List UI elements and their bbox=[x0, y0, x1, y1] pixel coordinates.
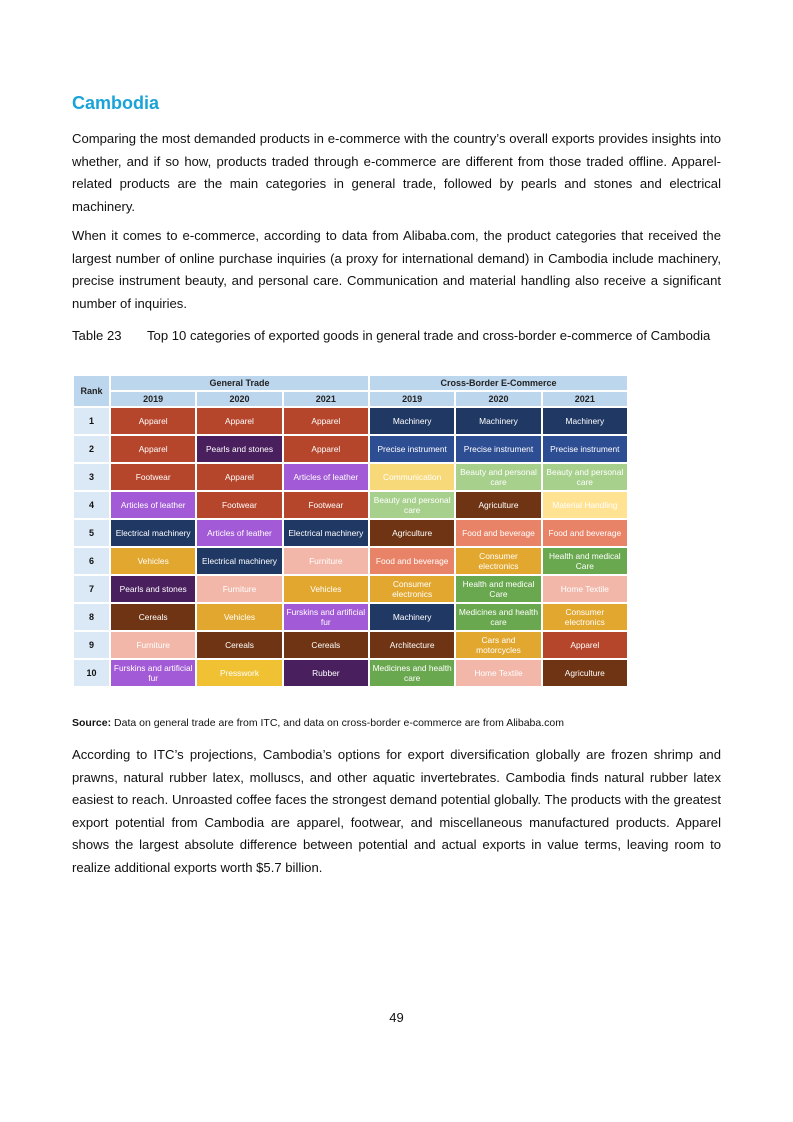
category-cell: Electrical machinery bbox=[284, 520, 368, 546]
paragraph-ecommerce: When it comes to e-commerce, according to data from Alibaba.com, the product categories that received the largest number of online purchase inquiries (a proxy for international demand) in Cambodia include machinery, precise instrument beauty, and personal care. Communication and material handling also receive a significant number of inquiries. bbox=[72, 228, 721, 311]
rank-cell: 8 bbox=[74, 604, 109, 630]
category-cell: Agriculture bbox=[456, 492, 540, 518]
category-cell: Consumer electronics bbox=[543, 604, 627, 630]
category-cell: Apparel bbox=[197, 408, 281, 434]
categories-grid bbox=[72, 374, 629, 688]
table-source bbox=[72, 717, 564, 729]
year-header: 2021 bbox=[284, 392, 368, 406]
category-cell: Apparel bbox=[197, 464, 281, 490]
category-cell: Agriculture bbox=[543, 660, 627, 686]
category-cell: Electrical machinery bbox=[197, 548, 281, 574]
rank-cell: 10 bbox=[74, 660, 109, 686]
category-cell: Health and medical Care bbox=[456, 576, 540, 602]
category-cell: Medicines and health care bbox=[370, 660, 454, 686]
category-cell: Precise instrument bbox=[370, 436, 454, 462]
table-row bbox=[74, 604, 627, 630]
page-number: 49 bbox=[389, 1010, 404, 1025]
group-header-row bbox=[74, 376, 627, 390]
table-row bbox=[74, 464, 627, 490]
category-cell: Machinery bbox=[370, 408, 454, 434]
year-header: 2020 bbox=[197, 392, 281, 406]
category-cell: Machinery bbox=[456, 408, 540, 434]
category-cell: Articles of leather bbox=[111, 492, 195, 518]
category-cell: Beauty and personal care bbox=[456, 464, 540, 490]
table-row bbox=[74, 408, 627, 434]
table-number: Table 23 bbox=[72, 328, 122, 343]
rank-cell: 2 bbox=[74, 436, 109, 462]
category-cell: Apparel bbox=[111, 436, 195, 462]
category-cell: Precise instrument bbox=[543, 436, 627, 462]
category-cell: Machinery bbox=[370, 604, 454, 630]
rank-cell: 3 bbox=[74, 464, 109, 490]
rank-cell: 7 bbox=[74, 576, 109, 602]
category-cell: Beauty and personal care bbox=[370, 492, 454, 518]
category-cell: Communication bbox=[370, 464, 454, 490]
category-cell: Footwear bbox=[111, 464, 195, 490]
rank-cell: 1 bbox=[74, 408, 109, 434]
category-cell: Cereals bbox=[284, 632, 368, 658]
category-cell: Electrical machinery bbox=[111, 520, 195, 546]
category-cell: Footwear bbox=[197, 492, 281, 518]
category-cell: Presswork bbox=[197, 660, 281, 686]
category-cell: Furskins and artificial fur bbox=[284, 604, 368, 630]
category-cell: Articles of leather bbox=[284, 464, 368, 490]
source-label: Source: bbox=[72, 717, 112, 729]
category-cell: Machinery bbox=[543, 408, 627, 434]
category-cell: Agriculture bbox=[370, 520, 454, 546]
category-cell: Furniture bbox=[284, 548, 368, 574]
table-row bbox=[74, 576, 627, 602]
category-cell: Medicines and health care bbox=[456, 604, 540, 630]
table-row bbox=[74, 660, 627, 686]
category-cell: Pearls and stones bbox=[111, 576, 195, 602]
category-cell: Health and medical Care bbox=[543, 548, 627, 574]
category-cell: Furskins and artificial fur bbox=[111, 660, 195, 686]
table-row bbox=[74, 520, 627, 546]
category-cell: Vehicles bbox=[111, 548, 195, 574]
category-cell: Articles of leather bbox=[197, 520, 281, 546]
general-trade-header: General Trade bbox=[111, 376, 368, 390]
rank-header: Rank bbox=[74, 376, 109, 406]
category-cell: Pearls and stones bbox=[197, 436, 281, 462]
rank-cell: 9 bbox=[74, 632, 109, 658]
table-row bbox=[74, 548, 627, 574]
category-cell: Footwear bbox=[284, 492, 368, 518]
rank-cell: 4 bbox=[74, 492, 109, 518]
category-cell: Food and beverage bbox=[456, 520, 540, 546]
category-cell: Apparel bbox=[284, 436, 368, 462]
grid-body bbox=[74, 408, 627, 686]
category-cell: Precise instrument bbox=[456, 436, 540, 462]
cross-border-header: Cross-Border E-Commerce bbox=[370, 376, 627, 390]
table-caption bbox=[72, 325, 721, 346]
table-row bbox=[74, 492, 627, 518]
year-header: 2020 bbox=[456, 392, 540, 406]
category-cell: Cereals bbox=[111, 604, 195, 630]
table-row bbox=[74, 436, 627, 462]
category-cell: Furniture bbox=[197, 576, 281, 602]
category-cell: Food and beverage bbox=[370, 548, 454, 574]
category-cell: Furniture bbox=[111, 632, 195, 658]
category-cell: Apparel bbox=[284, 408, 368, 434]
table-title: Top 10 categories of exported goods in general trade and cross-border e-commerce of Cambodia bbox=[147, 328, 711, 343]
category-cell: Architecture bbox=[370, 632, 454, 658]
category-cell: Home Textile bbox=[456, 660, 540, 686]
category-cell: Vehicles bbox=[197, 604, 281, 630]
year-header: 2019 bbox=[111, 392, 195, 406]
category-cell: Rubber bbox=[284, 660, 368, 686]
paragraph-intro: Comparing the most demanded products in e-commerce with the country’s overall exports provides insights into whether, and if so how, products traded through e-commerce are different from those traded offline. Apparel-related products are the main categories in general trade, followed by pearls and stones and electrical machinery. bbox=[72, 131, 721, 214]
year-header: 2019 bbox=[370, 392, 454, 406]
section-heading: Cambodia bbox=[72, 93, 160, 113]
year-header-row bbox=[74, 392, 627, 406]
year-header: 2021 bbox=[543, 392, 627, 406]
rank-cell: 6 bbox=[74, 548, 109, 574]
category-cell: Apparel bbox=[111, 408, 195, 434]
category-cell: Vehicles bbox=[284, 576, 368, 602]
paragraph-projections: According to ITC’s projections, Cambodia’s options for export diversification globally are frozen shrimp and prawns, natural rubber latex, molluscs, and other aquatic invertebrates. Cambodia finds natural rubber latex easiest to reach. Unroasted coffee faces the strongest demand potential globally. The products with the greatest export potential from Cambodia are apparel, footwear, and miscellaneous manufactured products. Apparel shows the largest absolute difference between potential and actual exports in value terms, leaving room to realize additional exports worth $5.7 billion. bbox=[72, 747, 721, 875]
category-cell: Home Textile bbox=[543, 576, 627, 602]
category-cell: Consumer electronics bbox=[370, 576, 454, 602]
source-text: Data on general trade are from ITC, and data on cross-border e-commerce are from Alibaba.com bbox=[114, 717, 564, 729]
category-cell: Cereals bbox=[197, 632, 281, 658]
table-row bbox=[74, 632, 627, 658]
category-cell: Beauty and personal care bbox=[543, 464, 627, 490]
rank-cell: 5 bbox=[74, 520, 109, 546]
category-cell: Cars and motorcycles bbox=[456, 632, 540, 658]
category-cell: Apparel bbox=[543, 632, 627, 658]
category-cell: Food and beverage bbox=[543, 520, 627, 546]
export-categories-table bbox=[72, 374, 640, 704]
category-cell: Consumer electronics bbox=[456, 548, 540, 574]
category-cell: Material Handling bbox=[543, 492, 627, 518]
